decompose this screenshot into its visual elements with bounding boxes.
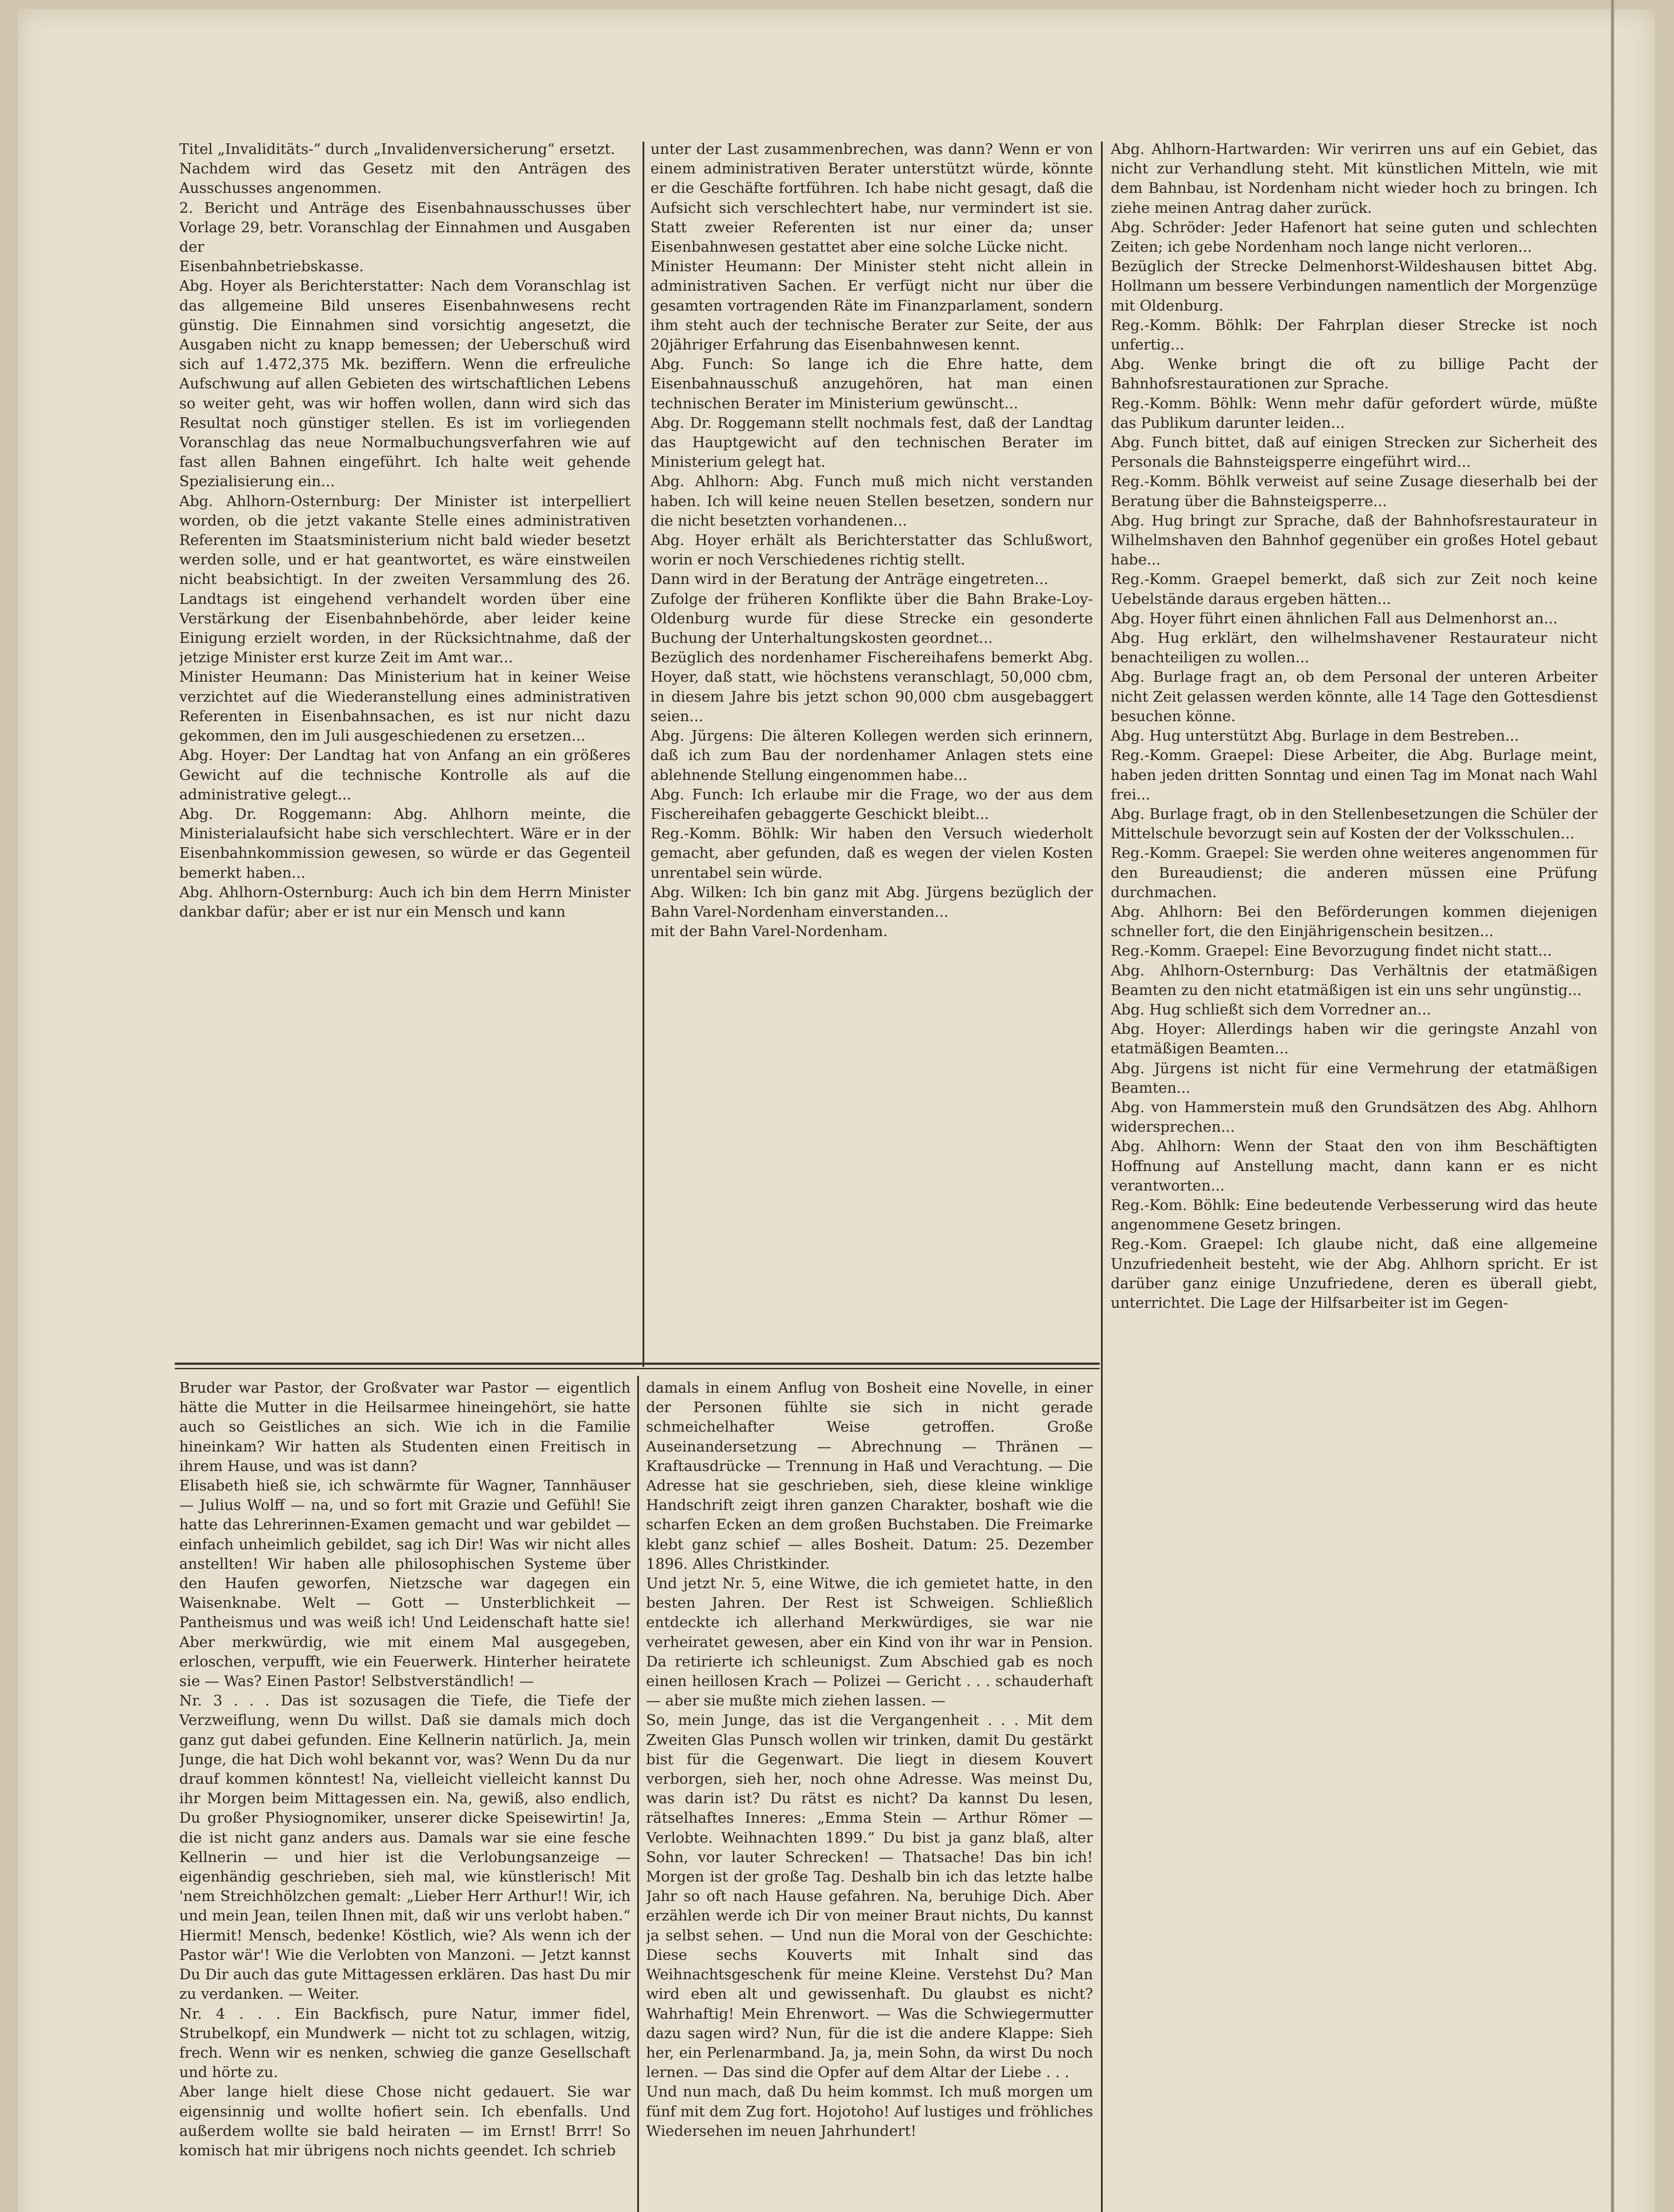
- feuilleton-separator: [175, 1363, 1100, 1365]
- feuilleton-separator-2: [175, 1368, 1100, 1369]
- right-column: Abg. Ahlhorn-Hartwarden: Wir verirren uns auf ein Gebiet, das nicht zur Verhandlung steht. Mit künstlichen Mitteln, wie mit dem Bahnbau, ist Nordenham nicht wieder hoch zu bringen. Ich ziehe meinen Antrag daher zurück. Abg. Schröder: Jeder Hafenort hat seine guten und schlechten Zeiten; ich gebe Nordenham noch lange nicht verloren... Bezüglich der Strecke Delmenhorst-Wildeshausen bittet Abg. Hollmann um bessere Verbindungen namentlich der Morgenzüge mit Oldenburg. Reg.-Komm. Böhlk: Der Fahrplan dieser Strecke ist noch unfertig... Abg. Wenke bringt die oft zu billige Pacht der Bahnhofsrestaurationen zur Sprache. Reg.-Komm. Böhlk: Wenn mehr dafür gefordert würde, müßte das Publikum darunter leiden... Abg. Funch bittet, daß auf einigen Strecken zur Sicherheit des Personals die Bahnsteigsperre eingeführt wird... Reg.-Komm. Böhlk verweist auf seine Zusage dieserhalb bei der Beratung über die Bahnsteigsperre... Abg. Hug bringt zur Sprache, daß der Bahnhofsrestaurateur in Wilhelmshaven den Bahnhof gegenüber ein großes Hotel gebaut habe... Reg.-Komm. Graepel bemerkt, daß sich zur Zeit noch keine Uebelstände daraus ergeben hätten... Abg. Hoyer führt einen ähnlichen Fall aus Delmenhorst an... Abg. Hug erklärt, den wilhelmshavener Restaurateur nicht benachteiligen zu wollen... Abg. Burlage fragt an, ob dem Personal der unteren Arbeiter nicht Zeit gelassen werden könnte, alle 14 Tage den Gottesdienst besuchen könne. Abg. Hug unterstützt Abg. Burlage in dem Bestreben... Reg.-Komm. Graepel: Diese Arbeiter, die Abg. Burlage meint, haben jeden dritten Sonntag und einen Tag im Monat nach Wahl frei... Abg. Burlage fragt, ob in den Stellenbesetzungen die Schüler der Mittelschule bevorzugt sein auf Kosten der der Volksschulen... Reg.-Komm. Graepel: Sie werden ohne weiteres angenommen für den Bureaudienst; die anderen müssen eine Prüfung durchmachen. Abg. Ahlhorn: Bei den Beförderungen kommen diejenigen schneller fort, die den Einjährigenschein besitzen... Reg.-Komm. Graepel: Eine Bevorzugung findet nicht statt... Abg. Ahlhorn-Osternburg: Das Verhältnis der etatmäßigen Beamten zu den nicht etatmäßigen ist ein uns sehr ungünstig... Abg. Hug schließt sich dem Vorredner an... Abg. Hoyer: Allerdings haben wir die geringste Anzahl von etatmäßigen Beamten... Abg. Jürgens ist nicht für eine Vermehrung der etatmäßigen Beamten... Abg. von Hammerstein muß den Grundsätzen des Abg. Ahlhorn widersprechen... Abg. Ahlhorn: Wenn der Staat den von ihm Beschäftigten Hoffnung auf Anstellung macht, dann kann er es nicht verantworten... Reg.-Kom. Böhlk: Eine bedeutende Verbesserung wird das heute angenommene Gesetz bringen. Reg.-Kom. Graepel: Ich glaube nicht, daß eine allgemeine Unzufriedenheit besteht, wie der Abg. Ahlhorn spricht. Er ist darüber ganz einige Unzufriedene, deren es überall giebt, unterrichtet. Die Lage der Hilfsarbeiter ist im Gegen-: [1111, 140, 1597, 1311]
- column-rule-1: [643, 142, 644, 1367]
- page-fold: [1611, 0, 1614, 2212]
- feuilleton-middle-column: damals in einem Anflug von Bosheit eine Novelle, in einer der Personen fühlte sie sich in nicht gerade schmeichelhafter Weise getroffen. Große Auseinandersetzung — Abrechnung — Thränen — Kraftausdrücke — Trennung in Haß und Verachtung. — Die Adresse hat sie geschrieben, sieh, diese kleine winklige Handschrift zeigt ihren ganzen Charakter, boshaft wie die scharfen Ecken an dem großen Buchstaben. Die Freimarke klebt ganz schief — alles Bosheit. Datum: 25. Dezember 1896. Alles Christkinder. Und jetzt Nr. 5, eine Witwe, die ich gemietet hatte, in den besten Jahren. Der Rest ist Schweigen. Schließlich entdeckte ich allerhand Merkwürdiges, sie war nie verheiratet gewesen, aber ein Kind von ihr war in Pension. Da retirierte ich schleunigst. Zum Abschied gab es noch einen heillosen Krach — Polizei — Gericht . . . schauderhaft — aber sie mußte mich ziehen lassen. — So, mein Junge, das ist die Vergangenheit . . . Mit dem Zweiten Glas Punsch wollen wir trinken, damit Du gestärkt bist für die Gegenwart. Die liegt in diesem Kouvert verborgen, sieh her, noch ohne Adresse. Was meinst Du, was darin ist? Du rätst es nicht? Da kannst Du lesen, rätselhaftes Inneres: „Emma Stein — Arthur Römer — Verlobte. Weihnachten 1899.“ Du bist ja ganz blaß, alter Sohn, vor lauter Schrecken! — Thatsache! Das bin ich! Morgen ist der große Tag. Deshalb bin ich das letzte halbe Jahr so oft nach Hause gefahren. Na, beruhige Dich. Aber erzählen werde ich Dir von meiner Braut nichts, Du kannst ja selbst sehen. — Und nun die Moral von der Geschichte: Diese sechs Kouverts mit Inhalt sind das Weihnachtsgeschenk für meine Kleine. Verstehst Du? Man wird eben alt und gewissenhaft. Du glaubst es nicht? Wahrhaftig! Mein Ehrenwort. — Was die Schwiegermutter dazu sagen wird? Nun, für die ist die andere Klappe: Sieh her, ein Perlenarmband. Ja, ja, mein Sohn, da wirst Du noch lernen. — Das sind die Opfer auf dem Altar der Liebe . . . Und nun mach, daß Du heim kommst. Ich muß morgen um fünf mit dem Zug fort. Hojotoho! Auf lustiges und fröhliches Wiedersehen im neuen Jahrhundert!: [646, 1379, 1093, 2139]
- top-middle-column: unter der Last zusammenbrechen, was dann? Wenn er von einem administrativen Berater unterstützt würde, könnte er die Geschäfte fortführen. Ich habe nicht gesagt, daß die Aufsicht sich verschlechtert habe, nur vermindert ist sie. Statt zweier Referenten ist nur einer da; unser Eisenbahnwesen gestattet aber eine solche Lücke nicht. Minister Heumann: Der Minister steht nicht allein in administrativen Sachen. Er verfügt nicht nur über die gesamten vortragenden Räte im Finanzparlament, sondern ihm steht auch der technische Berater zur Seite, der aus 20jähriger Erfahrung das Eisenbahnwesen kennt. Abg. Funch: So lange ich die Ehre hatte, dem Eisenbahnausschuß anzugehören, hat man einen technischen Berater im Ministerium gewünscht... Abg. Dr. Roggemann stellt nochmals fest, daß der Landtag das Hauptgewicht auf den technischen Berater im Ministerium gelegt hat. Abg. Ahlhorn: Abg. Funch muß mich nicht verstanden haben. Ich will keine neuen Stellen besetzen, sondern nur die nicht besetzten vorhandenen... Abg. Hoyer erhält als Berichterstatter das Schlußwort, worin er noch Verschiedenes richtig stellt. Dann wird in der Beratung der Anträge eingetreten... Zufolge der früheren Konflikte über die Bahn Brake-Loy-Oldenburg wurde für diese Strecke ein gesonderte Buchung der Unterhaltungskosten geordnet... Bezüglich des nordenhamer Fischereihafens bemerkt Abg. Hoyer, daß statt, wie höchstens veranschlagt, 50,000 cbm, in diesem Jahre bis jetzt schon 90,000 cbm ausgebaggert seien... Abg. Jürgens: Die älteren Kollegen werden sich erinnern, daß ich zum Bau der nordenhamer Anlagen stets eine ablehnende Stellung eingenommen habe... Abg. Funch: Ich erlaube mir die Frage, wo der aus dem Fischereihafen gebaggerte Geschickt bleibt... Reg.-Komm. Böhlk: Wir haben den Versuch wiederholt gemacht, aber gefunden, daß es wegen der vielen Kosten unrentabel sein würde. Abg. Wilken: Ich bin ganz mit Abg. Jürgens bezüglich der Bahn Varel-Nordenham einverstanden... mit der Bahn Varel-Nordenham.: [650, 140, 1093, 940]
- feuilleton-left-column: Bruder war Pastor, der Großvater war Pastor — eigentlich hätte die Mutter in die Heilsarmee hineingehört, sie hatte auch so Geistliches an sich. Wie ich in die Familie hineinkam? Wir hatten als Studenten einen Freitisch in ihrem Hause, und was ist dann? Elisabeth hieß sie, ich schwärmte für Wagner, Tannhäuser — Julius Wolff — na, und so fort mit Grazie und Gefühl! Sie hatte das Lehrerinnen-Examen gemacht und war gebildet — einfach unheimlich gebildet, sag ich Dir! Was wir nicht alles anstellten! Wir haben alle philosophischen Systeme über den Haufen geworfen, Nietzsche war dagegen ein Waisenknabe. Welt — Gott — Unsterblichkeit — Pantheismus und was weiß ich! Und Leidenschaft hatte sie! Aber merkwürdig, wie mit einem Mal ausgegeben, erloschen, verpufft, wie ein Feuerwerk. Hinterher heiratete sie — Was? Einen Pastor! Selbstverständlich! — Nr. 3 . . . Das ist sozusagen die Tiefe, die Tiefe der Verzweiflung, wenn Du willst. Daß sie damals mich doch ganz gut dabei gefunden. Eine Kellnerin natürlich. Ja, mein Junge, die hat Dich wohl bekannt vor, was? Wenn Du da nur drauf kommen könntest! Na, vielleicht vielleicht kannst Du ihr Morgen beim Mittagessen ein. Na, gewiß, also endlich, Du großer Physiognomiker, unserer dicke Speisewirtin! Ja, die ist nicht ganz anders aus. Damals war sie eine fesche Kellnerin — und hier ist die Verlobungsanzeige — eigenhändig geschrieben, sieh mal, wie künstlerisch! Mit 'nem Streichhölzchen gemalt: „Lieber Herr Arthur!! Wir, ich und mein Jean, teilen Ihnen mit, daß wir uns verlobt haben.“ Hiermit! Mensch, bedenke! Köstlich, wie? Als wenn ich der Pastor wär'! Wie die Verlobten von Manzoni. — Jetzt kannst Du Dir auch das gute Mittagessen erklären. Das hast Du mir zu verdanken. — Weiter. Nr. 4 . . . Ein Backfisch, pure Natur, immer fidel, Strubelkopf, ein Mundwerk — nicht tot zu schlagen, witzig, frech. Wenn wir es nenken, schwieg die ganze Gesellschaft und hörte zu. Aber lange hielt diese Chose nicht gedauert. Sie war eigensinnig und wollte hofiert sein. Ich ebenfalls. Und außerdem wollte sie bald heiraten — im Ernst! Brrr! So komisch hat mir übrigens noch nichts geendet. Ich schrieb: [179, 1379, 631, 2159]
- column-rule-2: [1101, 142, 1103, 2212]
- top-left-column: Titel „Invaliditäts-“ durch „Invalidenversicherung“ ersetzt. Nachdem wird das Gesetz mit den Anträgen des Ausschusses angenommen. 2. Bericht und Anträge des Eisenbahnausschusses über Vorlage 29, betr. Voranschlag der Einnahmen und Ausgaben der Eisenbahnbetriebskasse. Abg. Hoyer als Berichterstatter: Nach dem Voranschlag ist das allgemeine Bild unseres Eisenbahnwesens recht günstig. Die Einnahmen sind vorsichtig angesetzt, die Ausgaben nicht zu knapp bemessen; der Ueberschuß wird sich auf 1.472,375 Mk. beziffern. Wenn die erfreuliche Aufschwung auf allen Gebieten des wirtschaftlichen Lebens so weiter geht, was wir hoffen wollen, dann wird sich das Resultat noch günstiger stellen. Es ist im vorliegenden Voranschlag das neue Normalbuchungsverfahren wie auf fast allen Bahnen eingeführt. Ich halte weit gehende Spezialisierung ein... Abg. Ahlhorn-Osternburg: Der Minister ist interpelliert worden, ob die jetzt vakante Stelle eines administrativen Referenten im Staatsministerium nicht bald wieder besetzt werden solle, und er hat geantwortet, es wäre einstweilen nicht beabsichtigt. In der zweiten Versammlung des 26. Landtags ist eingehend verhandelt worden über eine Verstärkung der Eisenbahnbehörde, aber leider keine Einigung erzielt worden, in der Rücksichtnahme, daß der jetzige Minister erst kurze Zeit im Amt war... Minister Heumann: Das Ministerium hat in keiner Weise verzichtet auf die Wiederanstellung eines administrativen Referenten in Eisenbahnsachen, es ist nur nicht dazu gekommen, den im Juli ausgeschiedenen zu ersetzen... Abg. Hoyer: Der Landtag hat von Anfang an ein größeres Gewicht auf die technische Kontrolle als auf die administrative gelegt... Abg. Dr. Roggemann: Abg. Ahlhorn meinte, die Ministerialaufsicht habe sich verschlechtert. Wäre er in der Eisenbahnkommission gewesen, so würde er das Gegenteil bemerkt haben... Abg. Ahlhorn-Osternburg: Auch ich bin dem Herrn Minister dankbar dafür; aber er ist nur ein Mensch und kann: [179, 140, 631, 920]
- column-rule-3: [637, 1376, 639, 2212]
